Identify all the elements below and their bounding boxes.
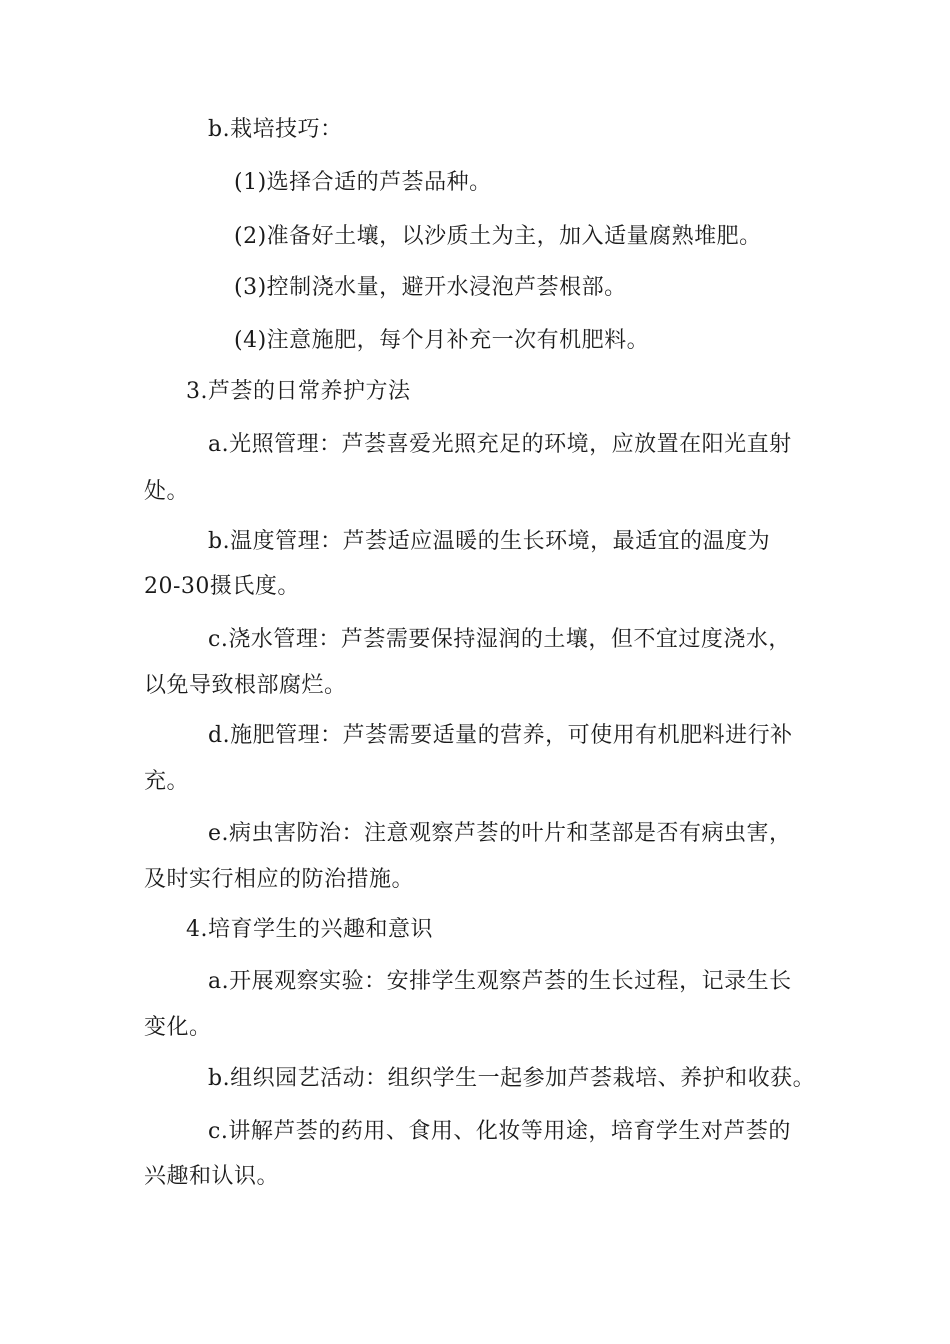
paragraph-line: b.组织园艺活动：组织学生一起参加芦荟栽培、养护和收获。 bbox=[208, 1066, 816, 1091]
list-item: (1)选择合适的芦荟品种。 bbox=[234, 170, 492, 195]
paragraph-line: d.施肥管理：芦荟需要适量的营养，可使用有机肥料进行补 bbox=[208, 723, 793, 748]
list-item: (4)注意施肥，每个月补充一次有机肥料。 bbox=[234, 328, 650, 353]
section-heading-student-interest: 4.培育学生的兴趣和意识 bbox=[186, 917, 433, 942]
paragraph-line: 兴趣和认识。 bbox=[144, 1164, 280, 1189]
section-heading-daily-care: 3.芦荟的日常养护方法 bbox=[186, 379, 411, 404]
paragraph-line: c.浇水管理：芦荟需要保持湿润的土壤，但不宜过度浇水， bbox=[208, 627, 791, 652]
paragraph-line: a.开展观察实验：安排学生观察芦荟的生长过程，记录生长 bbox=[208, 969, 792, 994]
paragraph-line: 充。 bbox=[144, 769, 190, 794]
subsection-heading-cultivation-tips: b.栽培技巧： bbox=[208, 117, 343, 142]
paragraph-line: 及时实行相应的防治措施。 bbox=[144, 867, 415, 892]
paragraph-line: 处。 bbox=[144, 479, 190, 504]
paragraph-line: b.温度管理：芦荟适应温暖的生长环境，最适宜的温度为 bbox=[208, 529, 771, 554]
list-item: (2)准备好土壤，以沙质土为主，加入适量腐熟堆肥。 bbox=[234, 224, 762, 249]
paragraph-line: a.光照管理：芦荟喜爱光照充足的环境，应放置在阳光直射 bbox=[208, 432, 792, 457]
paragraph-line: 以免导致根部腐烂。 bbox=[144, 673, 347, 698]
list-item: (3)控制浇水量，避开水浸泡芦荟根部。 bbox=[234, 275, 627, 300]
paragraph-line: c.讲解芦荟的药用、食用、化妆等用途，培育学生对芦荟的 bbox=[208, 1119, 791, 1144]
paragraph-line: e.病虫害防治：注意观察芦荟的叶片和茎部是否有病虫害， bbox=[208, 821, 792, 846]
paragraph-line: 变化。 bbox=[144, 1015, 212, 1040]
paragraph-line: 20-30摄氏度。 bbox=[144, 574, 300, 599]
